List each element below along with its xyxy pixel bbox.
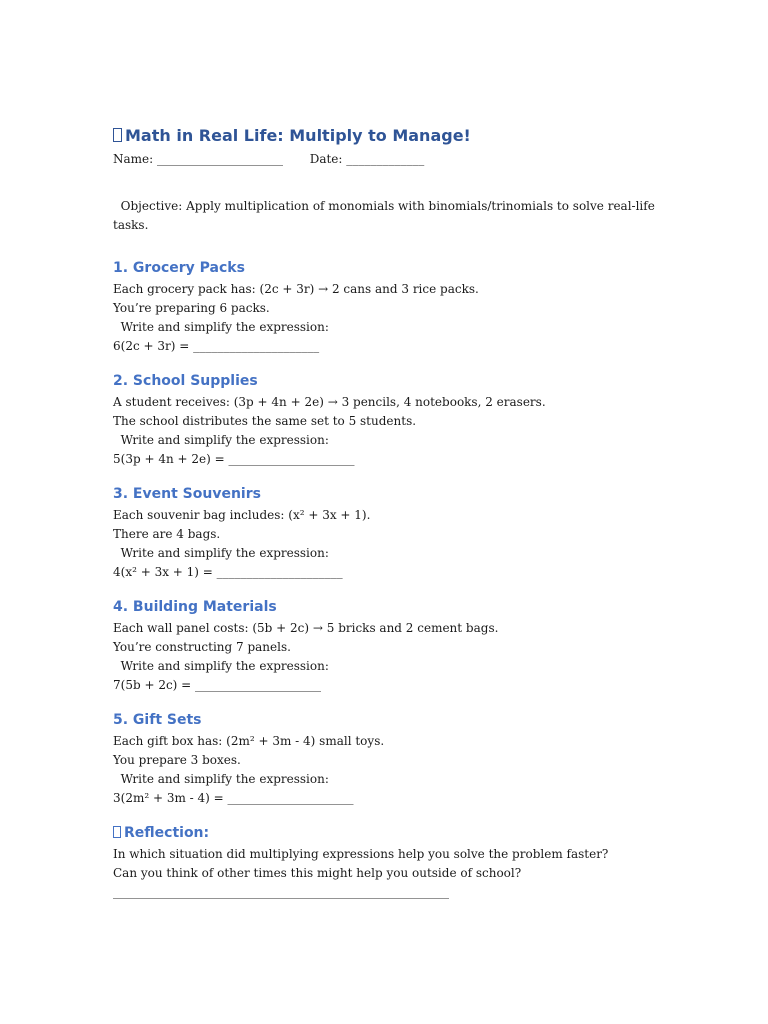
section-line: Write and simplify the expression: <box>113 772 329 786</box>
section-heading: 1. Grocery Packs <box>113 260 245 276</box>
reflection-heading <box>113 824 673 842</box>
section-heading: 5. Gift Sets <box>113 712 202 728</box>
section-line: Each souvenir bag includes: (x² + 3x + 1). <box>113 508 371 522</box>
section-line: A student receives: (3p + 4n + 2e) → 3 pencils, 4 notebooks, 2 erasers. <box>113 395 546 409</box>
missing-glyph-icon <box>113 826 121 838</box>
name-date-row: Name: _____________________ Date: _____________ <box>113 152 425 166</box>
section-line: The school distributes the same set to 5 students. <box>113 414 417 428</box>
section-line: Each grocery pack has: (2c + 3r) → 2 cans and 3 rice packs. <box>113 282 479 296</box>
answer-line: 4(x² + 3x + 1) = _____________________ <box>113 565 343 579</box>
section-line: Write and simplify the expression: <box>113 659 329 673</box>
answer-line: 7(5b + 2c) = _____________________ <box>113 678 322 692</box>
section-reflection <box>113 824 673 902</box>
page-title-text: Math in Real Life: Multiply to Manage! <box>125 126 471 145</box>
section-gift-sets <box>113 711 673 808</box>
section-heading: 3. Event Souvenirs <box>113 486 261 502</box>
page-title <box>113 124 673 148</box>
answer-line: 5(3p + 4n + 2e) = _____________________ <box>113 452 355 466</box>
section-school-supplies <box>113 372 673 469</box>
section-line: You’re preparing 6 packs. <box>113 301 270 315</box>
section-line: Each wall panel costs: (5b + 2c) → 5 bricks and 2 cement bags. <box>113 621 499 635</box>
section-heading: 4. Building Materials <box>113 599 277 615</box>
missing-glyph-icon <box>113 128 122 142</box>
section-line: Write and simplify the expression: <box>113 320 329 334</box>
section-event-souvenirs <box>113 485 673 582</box>
worksheet <box>113 124 673 902</box>
answer-line: 3(2m² + 3m - 4) = _____________________ <box>113 791 354 805</box>
section-line: Write and simplify the expression: <box>113 546 329 560</box>
section-heading: 2. School Supplies <box>113 373 258 389</box>
section-line: Write and simplify the expression: <box>113 433 329 447</box>
section-grocery-packs <box>113 259 673 356</box>
reflection-question: In which situation did multiplying expressions help you solve the problem faster? <box>113 847 609 861</box>
reflection-heading-text: Reflection: <box>124 825 210 841</box>
section-line: There are 4 bags. <box>113 527 221 541</box>
section-line: You prepare 3 boxes. <box>113 753 241 767</box>
reflection-question: Can you think of other times this might help you outside of school? <box>113 866 522 880</box>
answer-line: 6(2c + 3r) = _____________________ <box>113 339 320 353</box>
section-line: You’re constructing 7 panels. <box>113 640 291 654</box>
objective: Objective: Apply multiplication of monomials with binomials/trinomials to solve real-life tasks. <box>113 199 659 232</box>
answer-line: ________________________________________________________ <box>113 885 449 899</box>
section-building-materials <box>113 598 673 695</box>
section-line: Each gift box has: (2m² + 3m - 4) small toys. <box>113 734 385 748</box>
